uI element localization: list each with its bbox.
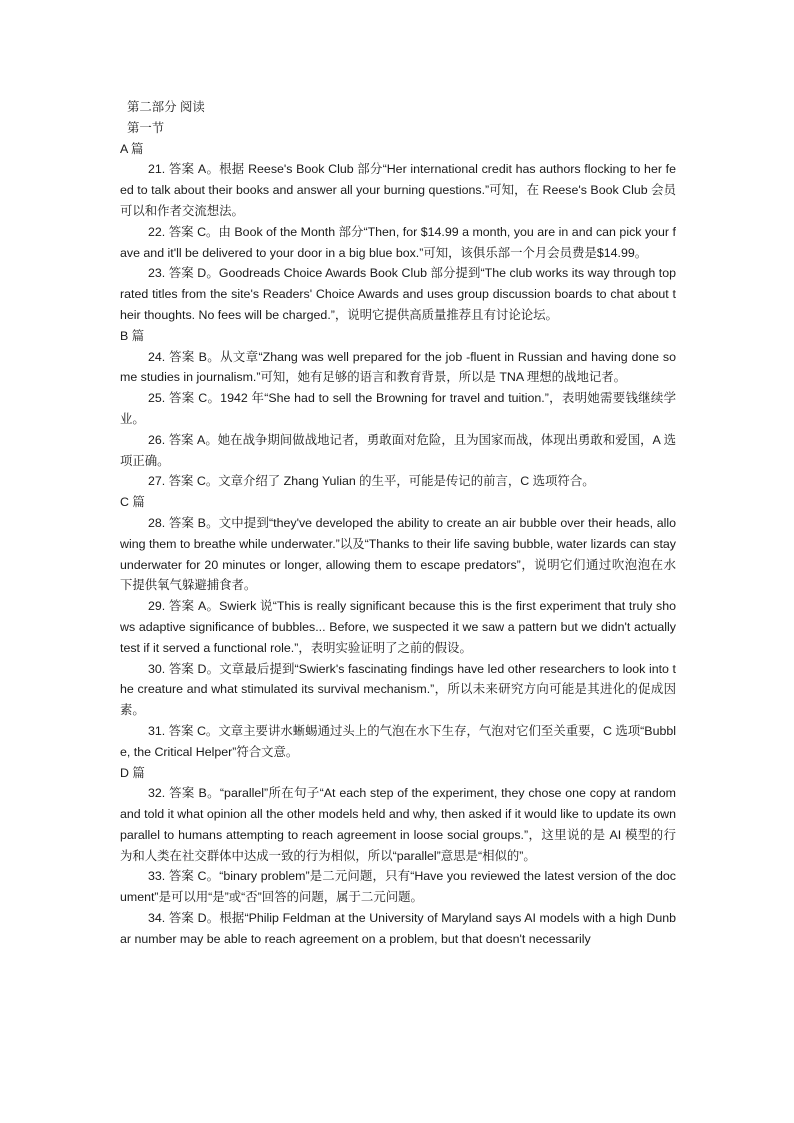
document-page	[120, 97, 676, 950]
answer-item: 27. 答案 C。文章介绍了 Zhang Yulian 的生平，可能是传记的前言，C 选项符合。	[148, 474, 595, 489]
answer-item: 30. 答案 D。文章最后提到“Swierk's fascinating findings have led other researchers to look into the creature and what stimulated its survival mechanism.”，所以未来研究方向可能是其进化的促成因素。	[120, 661, 676, 718]
answer-item: 33. 答案 C。“binary problem”是二元问题，只有“Have you reviewed the latest version of the document”是可以用“是”或“否”回答的问题，属于二元问题。	[120, 869, 676, 905]
answer-item: 25. 答案 C。1942 年“She had to sell the Browning for travel and tuition.”，表明她需要钱继续学业。	[120, 391, 676, 426]
section-heading: 第一节	[127, 120, 165, 135]
answer-item: 24. 答案 B。从文章“Zhang was well prepared for the job -fluent in Russian and having done some studies in journalism.”可知，她有足够的语言和教育背景，所以是 TNA 理想的战地记者。	[120, 349, 676, 385]
passage-label: D 篇	[120, 765, 145, 780]
answer-item: 29. 答案 A。Swierk 说“This is really significant because this is the first experiment that truly shows adaptive significance of bubbles... Before, we suspected it we saw a pattern but we didn't actually test if it served a functional role.”，表明实验证明了之前的假设。	[120, 599, 676, 655]
answer-item: 22. 答案 C。由 Book of the Month 部分“Then, for $14.99 a month, you are in and can pick your fave and it'll be delivered to your door in a big blue box.”可知，该俱乐部一个月会员费是$14.99。	[120, 224, 676, 260]
passage-label: C 篇	[120, 495, 145, 510]
part-heading: 第二部分 阅读	[127, 100, 205, 114]
answer-item: 32. 答案 B。“parallel”所在句子“At each step of the experiment, they chose one copy at random and told it what opinion all the other models held and why, then asked if it would like to update its own parallel to humans attempting to reach agreement in loose social groups.”，这里说的是 AI 模型的行为和人类在社交群体中达成一致的行为相似，所以“parallel”意思是“相似的”。	[120, 786, 676, 863]
answer-item: 21. 答案 A。根据 Reese's Book Club 部分“Her international credit has authors flocking to her feed to talk about their books and answer all your burning questions.”可知，在 Reese's Book Club 会员可以和作者交流想法。	[120, 162, 676, 218]
passage-label: A 篇	[120, 141, 144, 156]
passage-label: B 篇	[120, 328, 145, 343]
answer-item: 34. 答案 D。根据“Philip Feldman at the University of Maryland says AI models with a high Dunbar number may be able to reach agreement on a problem, but that doesn't necessarily	[120, 911, 676, 946]
answer-item: 23. 答案 D。Goodreads Choice Awards Book Club 部分提到“The club works its way through top rated titles from the site's Readers' Choice Awards and uses group discussion boards to chat about their thoughts. No fees will be charged.”，说明它提供高质量推荐且有讨论论坛。	[120, 266, 676, 322]
answer-item: 26. 答案 A。她在战争期间做战地记者，勇敢面对危险，且为国家而战，体现出勇敢和爱国，A 选项正确。	[120, 432, 676, 468]
answer-item: 28. 答案 B。文中提到“they've developed the ability to create an air bubble over their heads, allowing them to breathe while underwater.”以及“Thanks to their life saving bubble, water lizards can stay underwater for 20 minutes or longer, allowing them to escape predators”，说明它们通过吹泡泡在水下提供氧气躲避捕食者。	[120, 515, 676, 593]
answer-item: 31. 答案 C。文章主要讲水蜥蜴通过头上的气泡在水下生存，气泡对它们至关重要，C 选项“Bubble, the Critical Helper”符合文意。	[120, 723, 676, 759]
